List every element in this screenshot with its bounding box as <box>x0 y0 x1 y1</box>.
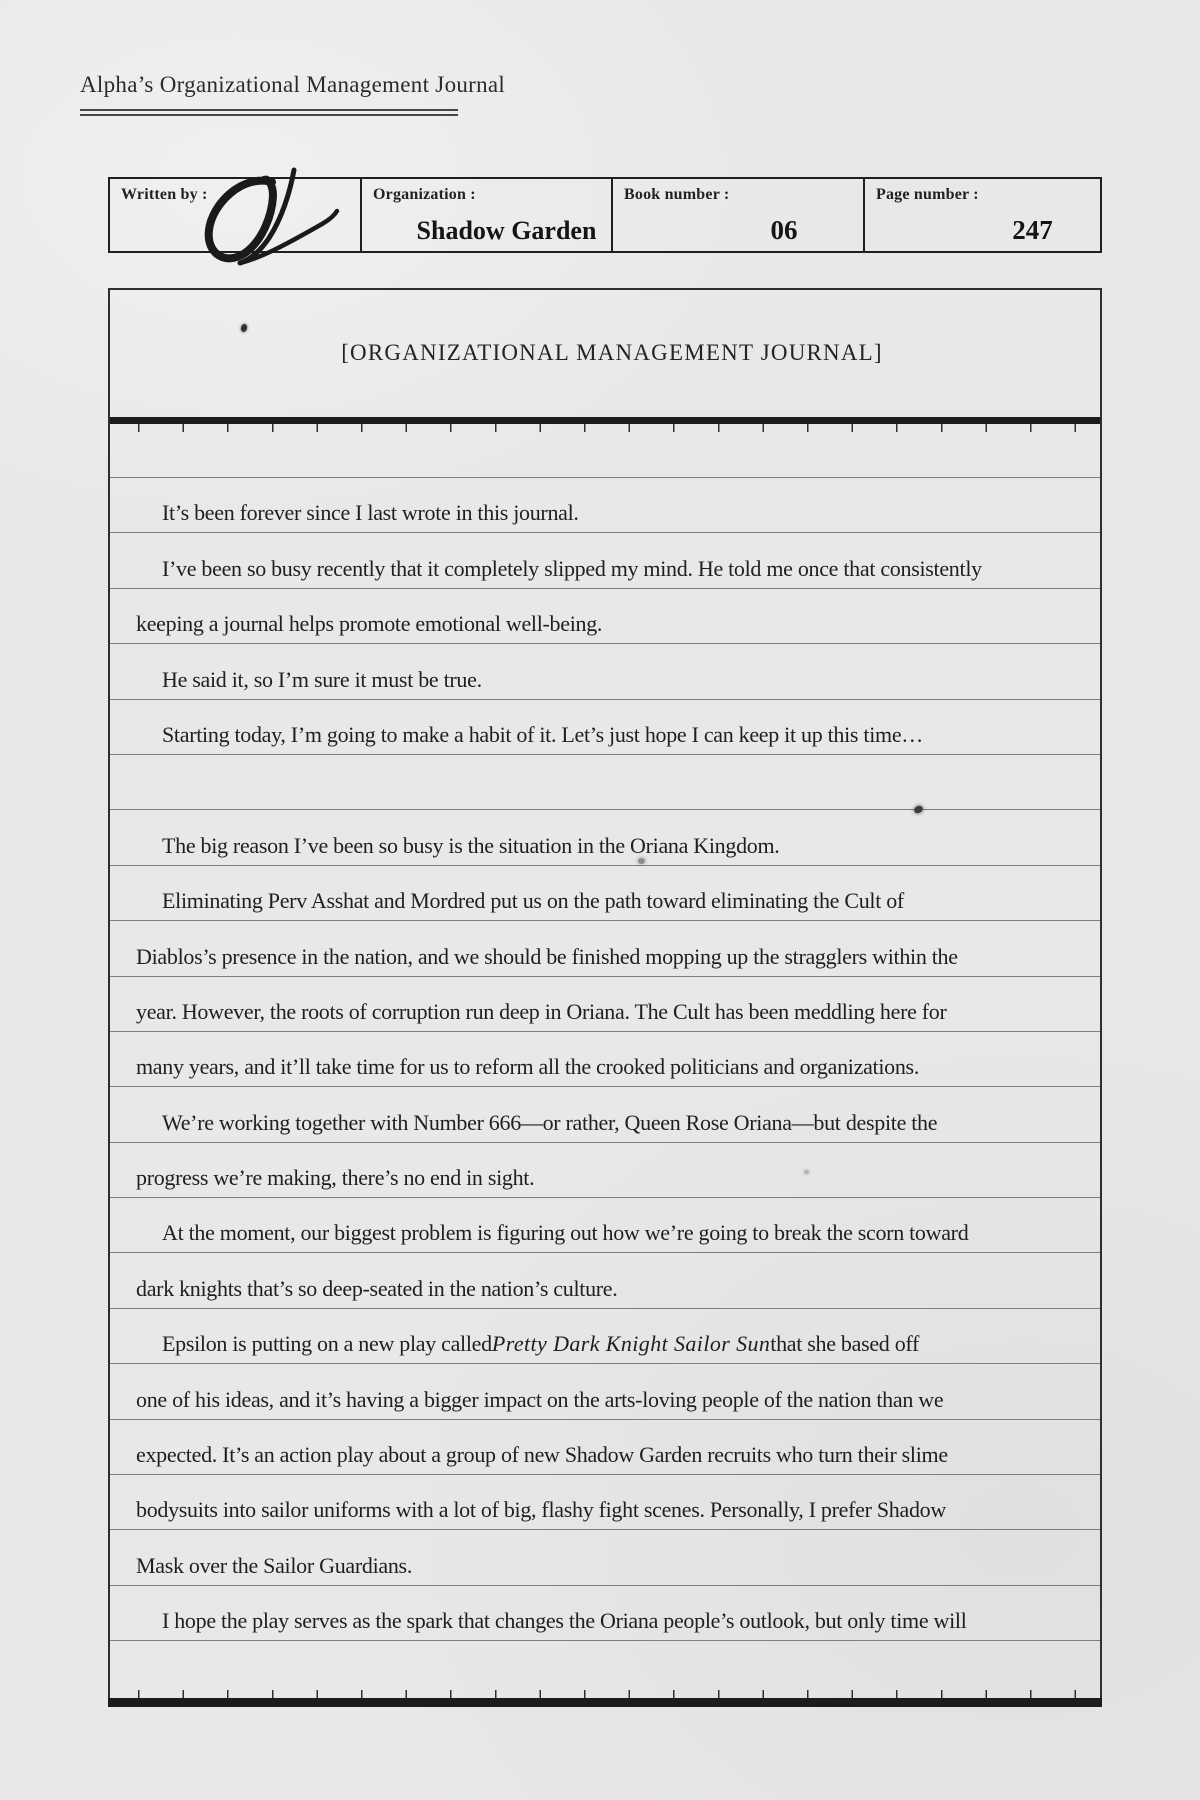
journal-line <box>110 810 1100 865</box>
journal-text: that she based off <box>770 1331 920 1357</box>
meta-cell-book-number <box>611 179 863 251</box>
journal-text: It’s been forever since I last wrote in this journal. <box>162 500 579 526</box>
page-number-label: Page number : <box>876 186 979 203</box>
organization-label: Organization : <box>373 186 476 203</box>
journal-line <box>110 1475 1100 1530</box>
journal-line <box>110 589 1100 644</box>
journal-text: Starting today, I’m going to make a habit of it. Let’s just hope I can keep it up this time… <box>162 721 923 747</box>
journal-line <box>110 1309 1100 1364</box>
journal-text: bodysuits into sailor uniforms with a lot of big, flashy fight scenes. Personally, I prefer Shadow <box>136 1497 946 1523</box>
page-number-value: 247 <box>1012 215 1053 245</box>
journal-text: At the moment, our biggest problem is figuring out how we’re going to break the scorn toward <box>162 1220 969 1246</box>
journal-text: I hope the play serves as the spark that changes the Oriana people’s outlook, but only time will <box>162 1608 967 1634</box>
journal-text: dark knights that’s so deep-seated in the nation’s culture. <box>136 1275 618 1301</box>
journal-text: keeping a journal helps promote emotional well-being. <box>136 611 603 637</box>
journal-line <box>110 644 1100 699</box>
journal-text: progress we’re making, there’s no end in sight. <box>136 1165 535 1191</box>
journal-box-title: [ORGANIZATIONAL MANAGEMENT JOURNAL] <box>341 340 883 365</box>
journal-text: I’ve been so busy recently that it completely slipped my mind. He told me once that consistently <box>162 555 982 581</box>
journal-text: Eliminating Perv Asshat and Mordred put us on the path toward eliminating the Cult of <box>162 888 904 914</box>
journal-line <box>110 755 1100 810</box>
journal-line <box>110 921 1100 976</box>
journal-text: Mask over the Sailor Guardians. <box>136 1552 413 1578</box>
journal-line <box>110 1143 1100 1198</box>
meta-cell-page-number <box>863 179 1100 251</box>
journal-text: year. However, the roots of corruption run deep in Oriana. The Cult has been meddling here for <box>136 998 947 1024</box>
journal-line <box>110 478 1100 533</box>
journal-text: He said it, so I’m sure it must be true. <box>162 666 482 692</box>
top-rule-bar <box>110 417 1100 424</box>
bottom-ruler-ticks <box>138 1690 1098 1698</box>
journal-line <box>110 1530 1100 1585</box>
journal-line <box>110 1198 1100 1253</box>
organization-value: Shadow Garden <box>416 216 597 245</box>
book-number-label: Book number : <box>624 186 730 203</box>
play-title-italic: Pretty Dark Knight Sailor Sun <box>491 1331 771 1357</box>
journal-line <box>110 700 1100 755</box>
book-number-value: 06 <box>770 215 798 245</box>
journal-line <box>110 1586 1100 1641</box>
journal-line <box>110 977 1100 1032</box>
journal-lines <box>110 424 1100 1641</box>
alpha-signature-icon <box>198 166 348 276</box>
journal-line <box>110 533 1100 588</box>
journal-text: The big reason I’ve been so busy is the situation in the Oriana Kingdom. <box>162 832 780 858</box>
journal-line <box>110 424 1100 478</box>
journal-line <box>110 866 1100 921</box>
journal-text: many years, and it’ll take time for us to reform all the crooked politicians and organizations. <box>136 1054 920 1080</box>
journal-text: Diablos’s presence in the nation, and we should be finished mopping up the stragglers within the <box>136 943 958 969</box>
journal-text: expected. It’s an action play about a group of new Shadow Garden recruits who turn their slime <box>136 1442 948 1468</box>
journal-text: Epsilon is putting on a new play called <box>162 1331 492 1357</box>
paper-smudge <box>638 858 645 864</box>
bottom-rule-bar <box>108 1698 1102 1707</box>
journal-text: We’re working together with Number 666—or rather, Queen Rose Oriana—but despite the <box>162 1109 938 1135</box>
journal-line <box>110 1087 1100 1142</box>
page-header-title: Alpha’s Organizational Management Journal <box>80 72 506 97</box>
header-double-rule <box>80 109 458 116</box>
journal-line <box>110 1253 1100 1308</box>
journal-box <box>108 288 1102 1707</box>
written-by-label: Written by : <box>121 186 208 203</box>
journal-line <box>110 1364 1100 1419</box>
journal-text: one of his ideas, and it’s having a bigger impact on the arts-loving people of the nation than we <box>136 1386 944 1412</box>
meta-cell-organization <box>360 179 611 251</box>
journal-line <box>110 1420 1100 1475</box>
paper-smudge <box>804 1170 809 1174</box>
journal-line <box>110 1032 1100 1087</box>
